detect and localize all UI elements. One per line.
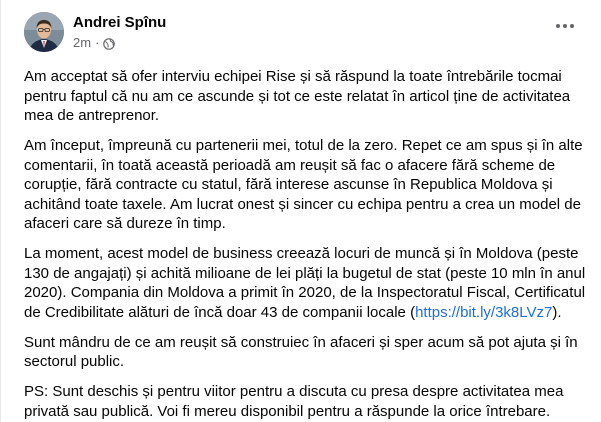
post-subline [73, 34, 166, 51]
paragraph-5: PS: Sunt deschis și pentru viitor pentru a discuta cu presa despre activitatea mea privată sau publică. Voi fi mereu disponibil pentru a răspunde la orice întrebare. [24, 383, 564, 420]
post-text [24, 67, 590, 422]
paragraph-4: Sunt mândru de ce am reușit să construiec în afaceri și sper acum să pot ajuta și în sectorul public. [24, 333, 578, 370]
post-header [24, 12, 166, 52]
paragraph-3-text: La moment, acest model de business creează locuri de muncă și în Moldova (peste 130 de angajați) și achită milioane de lei plăți la bugetul de stat (peste 10 mln în anul 2020). Compania din Moldova a primit în 2020, de la Inspectoratul Fiscal, Certificatul de Credibilitate alături de încă doar 43 de companii locale ( [24, 245, 586, 321]
more-dots-icon[interactable] [550, 16, 580, 36]
author-name[interactable]: Andrei Spînu [73, 14, 167, 31]
paragraph-3-end: ). [552, 303, 562, 321]
bitly-link[interactable]: https://bit.ly/3k8LVz7 [415, 303, 553, 321]
paragraph-1: Am acceptat să ofer interviu echipei Rise și să răspund la toate întrebările tocmai pentru faptul că nu am ce ascunde și tot ce este relatat în articol ține de activitatea mea de antreprenor. [24, 68, 571, 124]
avatar[interactable] [24, 12, 64, 52]
separator: · [95, 35, 100, 50]
profile-photo [24, 12, 64, 52]
globe-icon[interactable] [103, 37, 115, 49]
paragraph-3 [24, 244, 590, 322]
post-meta [73, 13, 166, 51]
post-time[interactable]: 2m [73, 35, 92, 50]
paragraph-2: Am început, împreună cu partenerii mei, totul de la zero. Repet ce am spus și în alte comentarii, în toată această perioadă am reușit să fac o afacere fără scheme de corupție, fără contracte cu statul, fără interese ascunse în Republica Moldova și achitând toate taxele. Am lucrat onest și sincer cu echipa pentru a crea un model de afaceri care să dureze în timp. [24, 137, 583, 232]
